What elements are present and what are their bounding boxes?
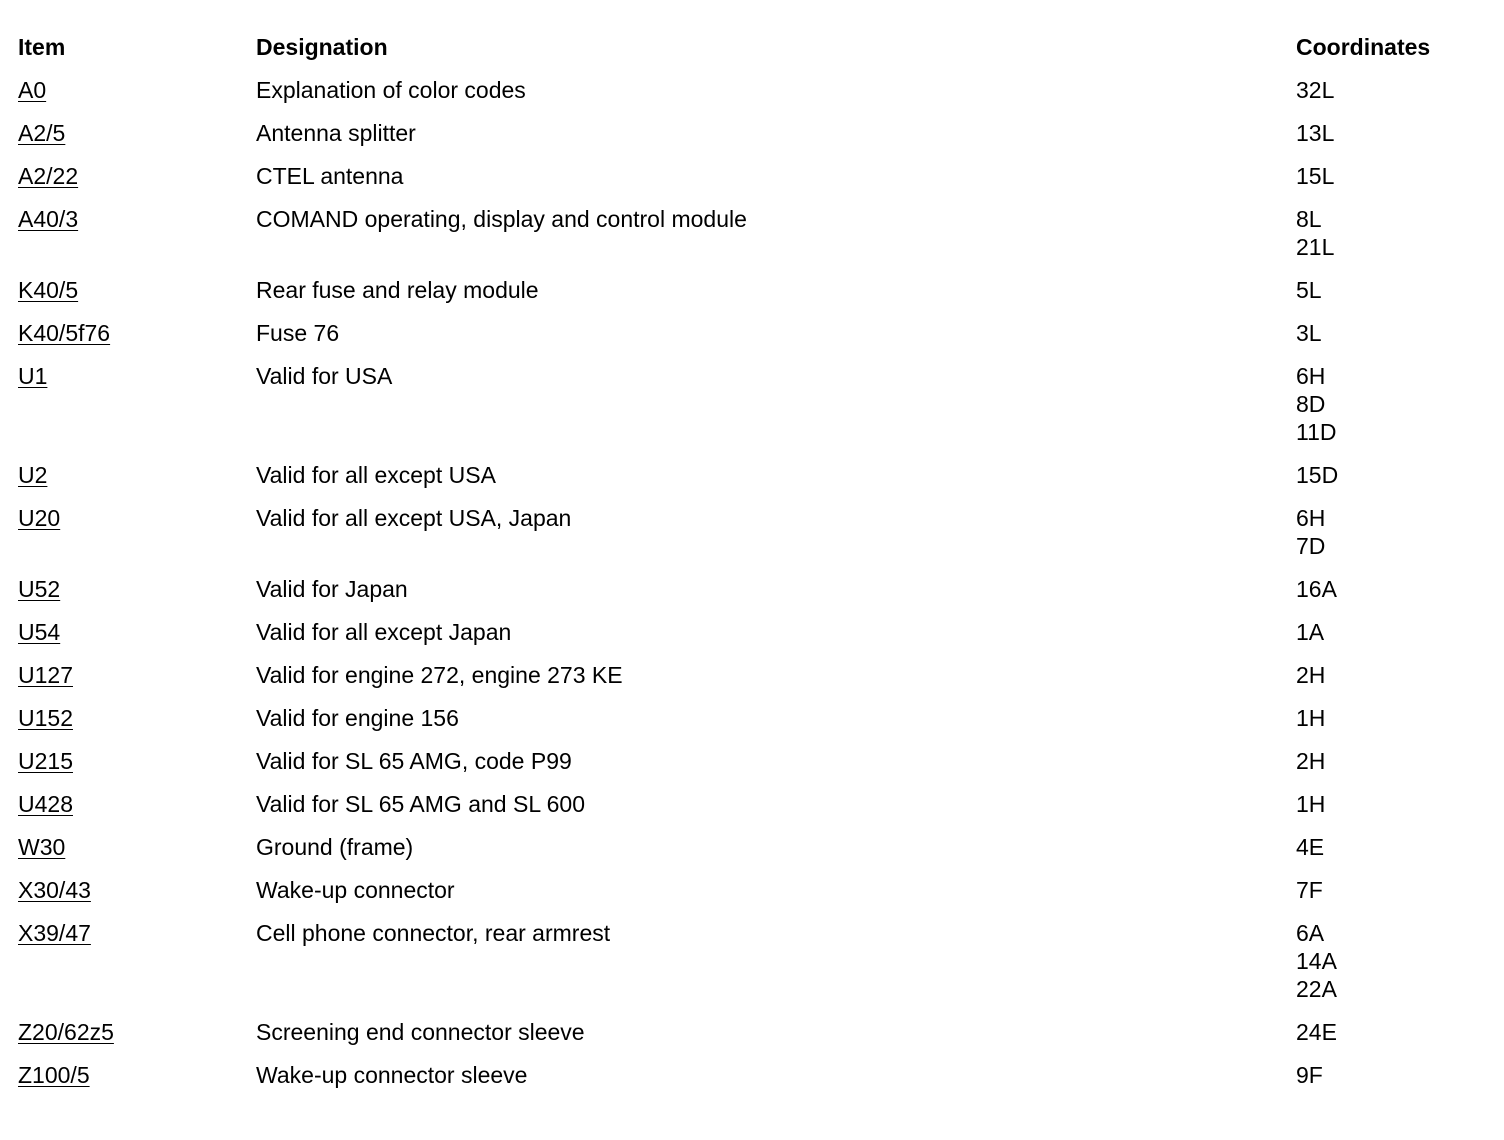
designation-cell: Rear fuse and relay module	[256, 277, 539, 303]
item-link[interactable]: X39/47	[18, 920, 91, 946]
table-row	[18, 205, 1488, 261]
coordinates-cell	[1296, 162, 1488, 190]
item-link[interactable]: U127	[18, 662, 73, 688]
table-body	[18, 76, 1488, 1089]
designation-cell: Antenna splitter	[256, 120, 416, 146]
coordinate-value: 8L	[1296, 206, 1322, 232]
header-coordinates: Coordinates	[1296, 34, 1431, 60]
item-cell	[18, 76, 256, 104]
item-link[interactable]: A2/5	[18, 120, 66, 146]
coordinates-cell	[1296, 704, 1488, 732]
coordinates-cell	[1296, 575, 1488, 603]
table-row	[18, 1061, 1488, 1089]
coordinate-value: 32L	[1296, 77, 1335, 103]
table-row	[18, 461, 1488, 489]
item-cell	[18, 504, 256, 532]
coordinate-value: 16A	[1296, 576, 1337, 602]
item-cell	[18, 876, 256, 904]
item-cell	[18, 575, 256, 603]
item-link[interactable]: Z20/62z5	[18, 1019, 114, 1045]
table-row	[18, 362, 1488, 446]
coordinate-value: 21L	[1296, 234, 1335, 260]
item-link[interactable]: A40/3	[18, 206, 79, 232]
designation-cell: Valid for engine 272, engine 273 KE	[256, 662, 623, 688]
item-link[interactable]: X30/43	[18, 877, 91, 903]
coordinate-value: 6H	[1296, 363, 1326, 389]
table-row	[18, 661, 1488, 689]
coordinates-cell	[1296, 1018, 1488, 1046]
item-cell	[18, 747, 256, 775]
table-row	[18, 618, 1488, 646]
coordinate-value: 15L	[1296, 163, 1335, 189]
designation-cell: Valid for all except Japan	[256, 619, 512, 645]
item-cell	[18, 1061, 256, 1089]
designation-cell: Valid for SL 65 AMG, code P99	[256, 748, 572, 774]
coordinate-value: 1A	[1296, 619, 1325, 645]
coordinate-value: 2H	[1296, 662, 1326, 688]
table-row	[18, 790, 1488, 818]
coordinate-value: 1H	[1296, 791, 1326, 817]
designation-cell: Valid for all except USA, Japan	[256, 505, 572, 531]
table-row	[18, 76, 1488, 104]
designation-cell: Valid for SL 65 AMG and SL 600	[256, 791, 586, 817]
coordinate-value: 7F	[1296, 877, 1323, 903]
coordinates-cell	[1296, 119, 1488, 147]
table-row	[18, 1018, 1488, 1046]
designation-cell: Wake-up connector	[256, 877, 455, 903]
designation-cell: Wake-up connector sleeve	[256, 1062, 528, 1088]
designation-cell: Cell phone connector, rear armrest	[256, 920, 611, 946]
item-link[interactable]: U428	[18, 791, 73, 817]
table-row	[18, 919, 1488, 1003]
item-link[interactable]: U152	[18, 705, 73, 731]
table-row	[18, 504, 1488, 560]
coordinates-cell	[1296, 1061, 1488, 1089]
item-cell	[18, 1018, 256, 1046]
designation-cell: COMAND operating, display and control module	[256, 206, 747, 232]
item-link[interactable]: A0	[18, 77, 47, 103]
designation-cell: Ground (frame)	[256, 834, 414, 860]
item-cell	[18, 119, 256, 147]
coordinate-value: 6A	[1296, 920, 1325, 946]
table-row	[18, 162, 1488, 190]
item-link[interactable]: Z100/5	[18, 1062, 90, 1088]
item-link[interactable]: U54	[18, 619, 61, 645]
coordinate-value: 1H	[1296, 705, 1326, 731]
table-row	[18, 319, 1488, 347]
coordinate-value: 6H	[1296, 505, 1326, 531]
coordinate-value: 7D	[1296, 533, 1326, 559]
designation-cell: Explanation of color codes	[256, 77, 526, 103]
coordinates-cell	[1296, 276, 1488, 304]
item-cell	[18, 790, 256, 818]
coordinate-value: 14A	[1296, 948, 1337, 974]
coordinate-value: 11D	[1296, 419, 1337, 445]
coordinate-value: 8D	[1296, 391, 1326, 417]
designation-cell: Valid for USA	[256, 363, 393, 389]
item-link[interactable]: A2/22	[18, 163, 79, 189]
designation-cell: Valid for engine 156	[256, 705, 459, 731]
table-row	[18, 833, 1488, 861]
item-cell	[18, 461, 256, 489]
coordinate-value: 15D	[1296, 462, 1339, 488]
coordinates-cell	[1296, 919, 1488, 1003]
coordinates-cell	[1296, 461, 1488, 489]
designation-cell: CTEL antenna	[256, 163, 404, 189]
component-legend-table	[18, 33, 1488, 1104]
item-link[interactable]: U2	[18, 462, 48, 488]
table-row	[18, 575, 1488, 603]
item-cell	[18, 704, 256, 732]
item-cell	[18, 319, 256, 347]
header-item: Item	[18, 34, 66, 60]
item-link[interactable]: K40/5f76	[18, 320, 111, 346]
item-cell	[18, 362, 256, 390]
coordinate-value: 24E	[1296, 1019, 1337, 1045]
table-row	[18, 119, 1488, 147]
item-link[interactable]: U20	[18, 505, 61, 531]
item-link[interactable]: U1	[18, 363, 48, 389]
item-link[interactable]: U215	[18, 748, 73, 774]
table-row	[18, 276, 1488, 304]
coordinate-value: 5L	[1296, 277, 1322, 303]
coordinate-value: 3L	[1296, 320, 1322, 346]
item-cell	[18, 205, 256, 233]
coordinates-cell	[1296, 618, 1488, 646]
coordinate-value: 9F	[1296, 1062, 1323, 1088]
item-cell	[18, 833, 256, 861]
coordinates-cell	[1296, 833, 1488, 861]
coordinates-cell	[1296, 319, 1488, 347]
designation-cell: Valid for Japan	[256, 576, 408, 602]
item-cell	[18, 162, 256, 190]
coordinates-cell	[1296, 747, 1488, 775]
coordinate-value: 2H	[1296, 748, 1326, 774]
coordinates-cell	[1296, 362, 1488, 446]
item-cell	[18, 276, 256, 304]
item-cell	[18, 661, 256, 689]
coordinate-value: 22A	[1296, 976, 1337, 1002]
item-link[interactable]: K40/5	[18, 277, 79, 303]
designation-cell: Fuse 76	[256, 320, 340, 346]
designation-cell: Screening end connector sleeve	[256, 1019, 585, 1045]
item-cell	[18, 618, 256, 646]
coordinates-cell	[1296, 876, 1488, 904]
header-designation: Designation	[256, 34, 388, 60]
coordinates-cell	[1296, 205, 1488, 261]
designation-cell: Valid for all except USA	[256, 462, 496, 488]
table-row	[18, 704, 1488, 732]
coordinates-cell	[1296, 504, 1488, 560]
item-link[interactable]: U52	[18, 576, 61, 602]
coordinate-value: 4E	[1296, 834, 1325, 860]
coordinate-value: 13L	[1296, 120, 1335, 146]
coordinates-cell	[1296, 790, 1488, 818]
item-cell	[18, 919, 256, 947]
table-row	[18, 876, 1488, 904]
coordinates-cell	[1296, 661, 1488, 689]
item-link[interactable]: W30	[18, 834, 66, 860]
table-header-row	[18, 33, 1488, 61]
coordinates-cell	[1296, 76, 1488, 104]
table-row	[18, 747, 1488, 775]
